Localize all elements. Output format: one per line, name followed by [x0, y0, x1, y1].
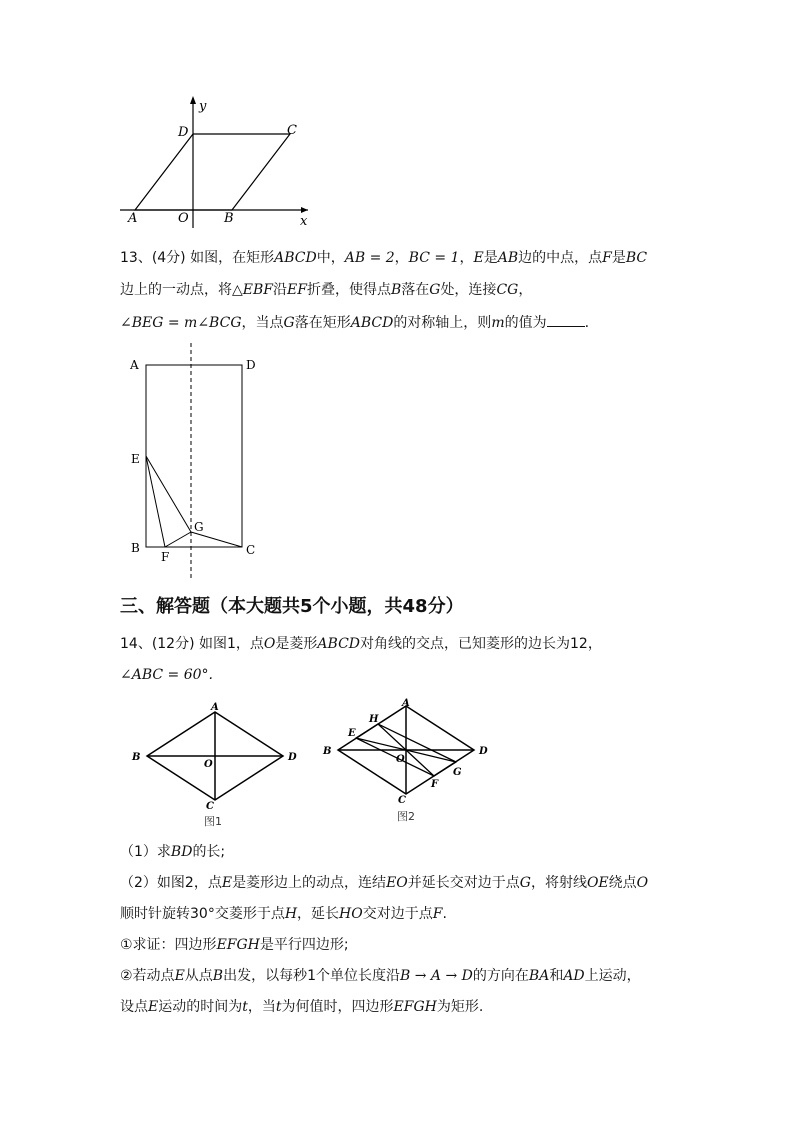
label-e: E	[348, 728, 356, 739]
q14-text: 是菱形	[275, 636, 318, 652]
math-abcd: ABCD	[350, 315, 394, 331]
math-b: B	[212, 968, 224, 984]
math-ho: HO	[339, 906, 363, 922]
q14-part2-sub2-line1	[120, 966, 641, 986]
q13-text: 的值为	[504, 315, 547, 331]
section-heading: 三、解答题（本大题共5个小题，共48分）	[120, 596, 464, 617]
rhombus-figure-2	[318, 696, 498, 811]
q13-text: 沿	[273, 282, 288, 298]
q14-part2-sub1	[120, 935, 349, 955]
math-m: m	[491, 315, 505, 331]
q14-part2-sub2-line2	[120, 997, 483, 1017]
label-e: E	[131, 452, 140, 466]
math-bc-eq: BC = 1	[408, 250, 460, 266]
parallelogram-axes-figure	[110, 92, 320, 232]
math-g: G	[519, 875, 531, 891]
q14-text: ，当	[247, 999, 276, 1015]
q13-text: 边的中点，点	[518, 250, 603, 266]
math-f: F	[432, 906, 443, 922]
q14-text: 绕点	[608, 875, 637, 891]
label-o: O	[204, 759, 213, 770]
math-angle-relation: ∠BEG = m∠BCG	[120, 315, 242, 331]
q14-text: .	[442, 906, 447, 922]
math-g: G	[429, 282, 441, 298]
label-a: A	[211, 702, 219, 713]
q14-text: 和	[549, 968, 564, 984]
q13-text: 中，	[316, 250, 345, 266]
label-g: G	[194, 520, 204, 534]
q13-text: 的对称轴上，则	[393, 315, 492, 331]
q14-text: 是平行四边形;	[259, 937, 349, 953]
q13-text: 13、(4分) 如图，在矩形	[120, 250, 275, 266]
q14-line2	[120, 665, 213, 685]
segment-eg	[146, 456, 191, 532]
math-ba: BA	[528, 968, 550, 984]
q13-line2	[120, 280, 532, 300]
label-b: B	[131, 541, 140, 555]
label-b: B	[132, 752, 141, 763]
math-t: t	[275, 999, 282, 1015]
q13-text: 折叠，使得点	[306, 282, 391, 298]
math-bc: BC	[625, 250, 648, 266]
math-abcd: ABCD	[274, 250, 317, 266]
math-bd: BD	[170, 844, 193, 860]
parallelogram-abcd	[135, 134, 290, 210]
q13-text: ，当点	[241, 315, 284, 331]
math-e: E	[174, 968, 185, 984]
math-ab-eq: AB = 2	[344, 250, 395, 266]
segment-ef	[146, 456, 165, 547]
math-eo: EO	[386, 875, 408, 891]
math-g: G	[283, 315, 295, 331]
q13-line1	[120, 248, 647, 268]
math-o: O	[636, 875, 649, 891]
q14-text: （1）求	[120, 844, 171, 860]
figure1-caption: 图1	[204, 815, 222, 828]
q14-text: 为何值时，四边形	[281, 999, 394, 1015]
q14-text: ，将射线	[530, 875, 587, 891]
rectangle-fold-figure	[120, 340, 270, 580]
q14-text: （2）如图2，点	[120, 875, 222, 891]
q14-text: 运动的时间为	[158, 999, 243, 1015]
q14-part1	[120, 842, 225, 862]
q14-text: 出发，以每秒1个单位长度沿	[223, 968, 401, 984]
label-y: y	[199, 99, 207, 114]
label-f: F	[431, 779, 439, 790]
q13-text: 边上的一动点，将△	[120, 282, 243, 298]
q13-text: .	[584, 315, 590, 331]
math-ef: EF	[287, 282, 307, 298]
q13-text: ，	[394, 250, 409, 266]
segment-gc	[191, 532, 242, 547]
q14-text: 对角线的交点，已知菱形的边长为12，	[360, 636, 602, 652]
label-c: C	[287, 123, 297, 138]
q14-text: ①求证：四边形	[120, 937, 217, 953]
q13-text: 处，连接	[440, 282, 497, 298]
label-d: D	[479, 746, 488, 757]
math-abcd: ABCD	[317, 636, 361, 652]
label-c: C	[246, 543, 256, 557]
q13-line3	[120, 312, 589, 333]
q14-part2-line1	[120, 873, 648, 893]
q13-text: 是	[611, 250, 626, 266]
label-g: G	[453, 767, 462, 778]
math-angle-abc: ∠ABC = 60°.	[120, 667, 213, 683]
label-b: B	[224, 211, 234, 226]
q13-text: 落在	[401, 282, 430, 298]
math-o: O	[263, 636, 276, 652]
x-axis-arrow	[301, 207, 308, 213]
figure2-caption: 图2	[397, 810, 415, 823]
q13-text: 是	[483, 250, 498, 266]
q14-text: 的长;	[192, 844, 226, 860]
q14-text: 交对边于点	[362, 906, 433, 922]
q14-text: 是菱形边上的动点，连结	[232, 875, 387, 891]
math-path: B → A → D	[400, 968, 473, 984]
math-ab: AB	[497, 250, 519, 266]
label-c: C	[206, 801, 214, 812]
math-t: t	[242, 999, 248, 1015]
segment-fg	[165, 532, 191, 547]
q14-line1	[120, 634, 602, 654]
math-ebf: EBF	[242, 282, 274, 298]
math-oe: OE	[586, 875, 609, 891]
label-d: D	[288, 752, 297, 763]
y-axis-arrow	[190, 96, 196, 104]
label-h: H	[369, 714, 379, 725]
q13-text: ，	[459, 250, 474, 266]
label-o: O	[178, 211, 189, 226]
label-x: x	[300, 214, 308, 229]
q14-text: 为矩形.	[436, 999, 484, 1015]
math-ad: AD	[563, 968, 585, 984]
q14-text: ，延长	[297, 906, 340, 922]
q14-text: 的方向在	[472, 968, 529, 984]
math-h: H	[284, 906, 298, 922]
label-b: B	[323, 746, 332, 757]
math-b: B	[390, 282, 402, 298]
label-a: A	[402, 698, 410, 709]
label-a: A	[130, 358, 139, 372]
q13-text: ，	[518, 282, 533, 298]
label-c: C	[398, 795, 406, 806]
math-cg: CG	[496, 282, 519, 298]
math-e: E	[148, 999, 159, 1015]
math-f: F	[602, 250, 612, 266]
label-d: D	[246, 358, 256, 372]
q14-text: 设点	[120, 999, 148, 1015]
q14-text: 从点	[184, 968, 213, 984]
label-d: D	[178, 125, 189, 140]
math-efgh: EFGH	[216, 937, 260, 953]
math-efgh: EFGH	[393, 999, 437, 1015]
math-e: E	[473, 250, 484, 266]
label-a: A	[128, 211, 138, 226]
q14-text: ②若动点	[120, 968, 175, 984]
q14-text: 顺时针旋转30°交菱形于点	[120, 906, 285, 922]
rhombus-figure-1	[125, 700, 305, 815]
label-o: O	[396, 754, 405, 765]
math-e: E	[221, 875, 233, 891]
q14-part2-line2	[120, 904, 447, 924]
label-f: F	[161, 550, 170, 564]
q14-text: 并延长交对边于点	[407, 875, 520, 891]
q14-text: 14、(12分) 如图1，点	[120, 636, 264, 652]
q14-text: 上运动，	[584, 968, 641, 984]
q13-text: 落在矩形	[294, 315, 351, 331]
answer-blank	[547, 312, 585, 327]
